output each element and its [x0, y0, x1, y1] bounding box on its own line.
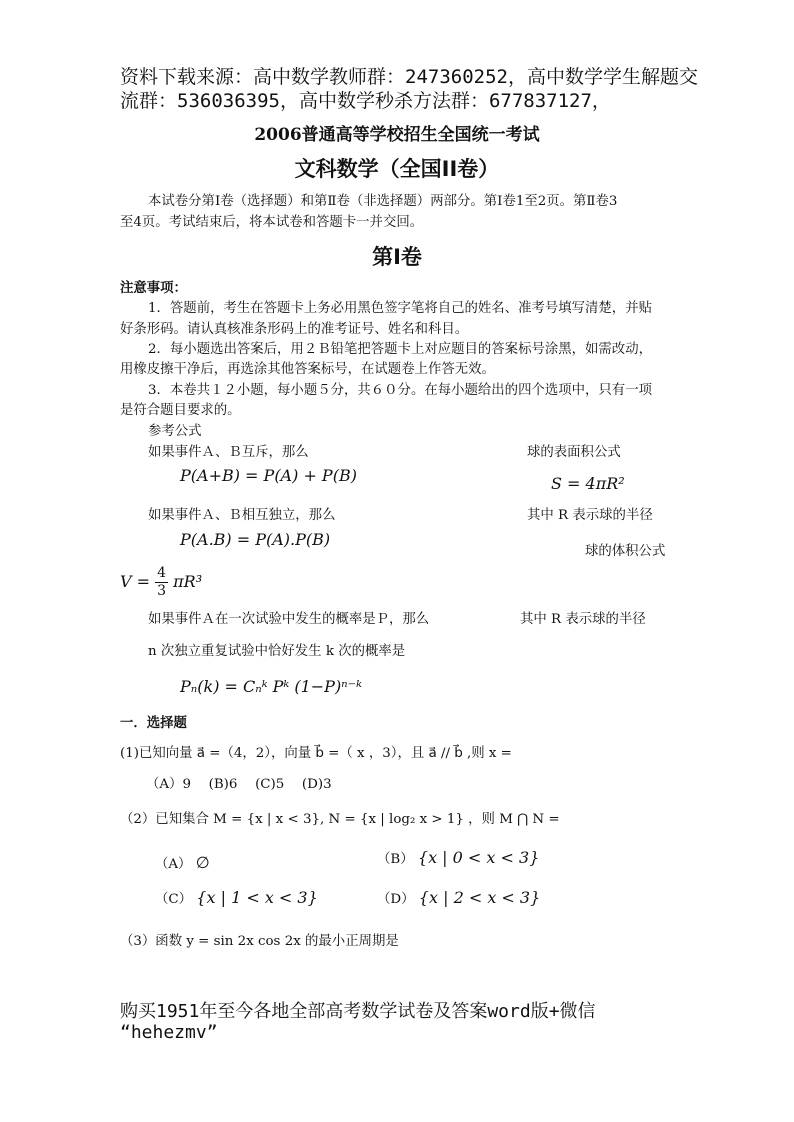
sphere-area-text: 球的表面积公式: [527, 445, 621, 460]
volume-lhs: V =: [120, 572, 151, 591]
q2-option-d-label: （D）: [377, 892, 415, 907]
exam-year-title: 2006普通高等学校招生全国统一考试: [254, 125, 540, 145]
mutex-formula: P(A+B) = P(A) + P(B): [180, 466, 357, 485]
volume-numerator: 4: [157, 565, 167, 581]
indep-text: 如果事件Ａ、Ｂ相互独立，那么: [148, 508, 336, 523]
sphere-area-formula: S = 4πR²: [551, 474, 625, 493]
intro-line1: 本试卷分第Ⅰ卷（选择题）和第Ⅱ卷（非选择题）两部分。第Ⅰ卷1至2页。第Ⅱ卷3: [148, 194, 618, 209]
source-header-line2: 流群：536036395，高中数学秒杀方法群：677837127，: [120, 90, 611, 112]
q2-option-c-label: （C）: [155, 892, 193, 907]
q2-option-a-label: （A）: [155, 857, 192, 872]
indep-formula: P(A.B) = P(A).P(B): [180, 530, 331, 549]
notice-item3-line1: 3．本卷共１２小题，每小题５分，共６０分。在每小题给出的四个选项中，只有一项: [148, 383, 652, 398]
notice-item1-line2: 好条形码。请认真核准条形码上的准考证号、姓名和科目。: [120, 322, 469, 337]
part-title: 第Ⅰ卷: [372, 245, 422, 269]
volume-rhs: πR³: [173, 572, 203, 591]
q2-option-d: [377, 888, 540, 907]
footer-line1: 购买1951年至今各地全部高考数学试卷及答案word版+微信: [120, 1001, 596, 1022]
sphere-volume-text: 球的体积公式: [585, 544, 666, 559]
notice-item1-line1: 1．答题前，考生在答题卡上务必用黑色签字笔将自己的姓名、准考号填写清楚，并贴: [148, 301, 652, 316]
notice-item2-line2: 用橡皮擦干净后，再选涂其他答案标号，在试题卷上作答无效。: [120, 362, 495, 377]
intro-line2: 至4页。考试结束后，将本试卷和答题卡一并交回。: [120, 215, 424, 230]
notice-item3-line2: 是符合题目要求的。: [120, 403, 241, 418]
formula-heading: 参考公式: [148, 424, 202, 439]
q2-option-c: [155, 888, 318, 907]
q1-options: （A）9 (B)6 (C)5 (D)3: [146, 777, 332, 792]
radius-text-1: 其中 R 表示球的半径: [527, 508, 653, 523]
footer-line2: “hehezmv”: [120, 1022, 218, 1043]
q1-stem: (1)已知向量 a⃗ =（4，2），向量 b⃗ =（ x ，3），且 a⃗ // b⃗ ,则 x =: [120, 746, 512, 761]
source-header-line1: 资料下载来源：高中数学教师群：247360252，高中数学学生解题交: [120, 66, 698, 88]
prob-text: 如果事件Ａ在一次试验中发生的概率是Ｐ，那么: [148, 612, 430, 627]
radius-text-2: 其中 R 表示球的半径: [520, 612, 646, 627]
bernoulli-text: n 次独立重复试验中恰好发生 k 次的概率是: [148, 644, 406, 659]
exam-subject-title: 文科数学（全国II卷）: [294, 157, 500, 181]
q2-option-a-value: ∅: [195, 853, 210, 872]
notice-item2-line1: 2．每小题选出答案后，用２Ｂ铅笔把答题卡上对应题目的答案标号涂黑，如需改动，: [148, 342, 652, 357]
sphere-volume-formula: [120, 565, 202, 600]
volume-fraction: [155, 565, 168, 600]
q3-stem: （3）函数 y = sin 2x cos 2x 的最小正周期是: [120, 934, 399, 949]
q2-option-b: [377, 848, 539, 867]
mutex-text: 如果事件Ａ、Ｂ互斥，那么: [148, 445, 309, 460]
q2-option-b-value: {x | 0 < x < 3}: [417, 848, 540, 867]
q2-option-c-value: {x | 1 < x < 3}: [196, 888, 318, 907]
volume-denominator: 3: [157, 583, 167, 599]
bernoulli-formula: Pₙ(k) = Cₙᵏ Pᵏ (1−P)ⁿ⁻ᵏ: [180, 677, 362, 696]
q2-option-b-label: （B）: [377, 852, 414, 867]
q2-stem: （2）已知集合 M = {x | x < 3}, N = {x | log₂ x > 1} ，则 M ⋂ N =: [120, 812, 560, 827]
q2-option-d-value: {x | 2 < x < 3}: [418, 888, 541, 907]
notice-heading: 注意事项：: [120, 281, 187, 296]
q2-option-a: [155, 853, 210, 872]
section-heading: 一．选择题: [120, 716, 187, 731]
